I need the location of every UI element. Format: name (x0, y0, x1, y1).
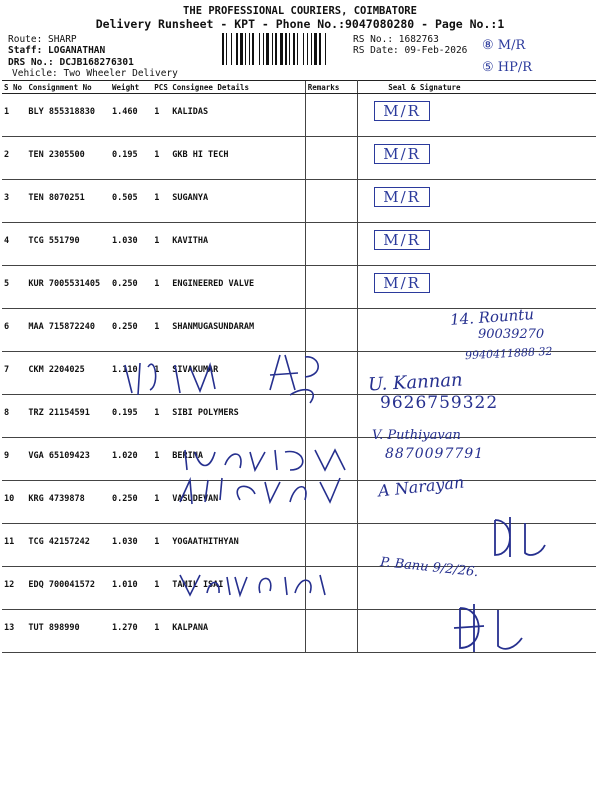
barcode-bar (285, 33, 287, 65)
row-weight: 0.250 (110, 309, 152, 352)
row-remarks (305, 610, 358, 653)
table-row (2, 266, 596, 309)
row-weight: 0.195 (110, 137, 152, 180)
barcode-bar (319, 33, 321, 65)
row-sno: 2 (2, 137, 26, 180)
barcode-bar (293, 33, 295, 65)
handwriting-row6-a: 14. Rountu (449, 305, 535, 329)
handwriting-row12-a: P. Banu 9/2/26. (379, 554, 480, 581)
row-sno: 13 (2, 610, 26, 653)
rs-date: RS Date: 09-Feb-2026 (353, 45, 468, 56)
barcode-bar (311, 33, 312, 65)
table-row (2, 223, 596, 266)
row-pcs: 1 (152, 137, 170, 180)
row-consignment: EDQ 700041572 (26, 567, 110, 610)
row-sno: 3 (2, 180, 26, 223)
row-sno: 8 (2, 395, 26, 438)
row-weight: 0.195 (110, 395, 152, 438)
mr-stamp: M/R (374, 144, 430, 164)
row-consignee: SIVAKUMAR (170, 352, 305, 395)
barcode-bar (236, 33, 238, 65)
vehicle-label: Vehicle: Two Wheeler Delivery (12, 68, 178, 79)
row-weight: 1.110 (110, 352, 152, 395)
row-pcs: 1 (152, 438, 170, 481)
row-remarks (305, 266, 358, 309)
table-row (2, 94, 596, 137)
mr-stamp: M/R (374, 273, 430, 293)
row-consignee: KALIDAS (170, 94, 305, 137)
barcode-bar (266, 33, 269, 65)
row-sno: 1 (2, 94, 26, 137)
row-seal (358, 223, 596, 266)
barcode-bar (259, 33, 260, 65)
barcode-bar (249, 33, 250, 65)
rs-number: RS No.: 1682763 (353, 34, 439, 45)
handwriting-row9-a: V. Puthiyavan (372, 428, 461, 443)
row-remarks (305, 180, 358, 223)
row-remarks (305, 524, 358, 567)
signature-row10 (170, 472, 360, 512)
col-remarks: Remarks (305, 81, 358, 94)
staff-label: Staff: LOGANATHAN (8, 45, 106, 56)
row-weight: 1.020 (110, 438, 152, 481)
row-consignee: TAMIL ISAI (170, 567, 305, 610)
row-weight: 1.030 (110, 223, 152, 266)
row-sno: 6 (2, 309, 26, 352)
row-seal (358, 94, 596, 137)
col-details: Consignee Details (170, 81, 305, 94)
mr-stamp: M/R (374, 101, 430, 121)
table-header (2, 81, 596, 94)
row-consignee: GKB HI TECH (170, 137, 305, 180)
handwriting-row10-a: A Narayan (377, 472, 466, 501)
margin-note-2: ⑤ HP/R (482, 60, 533, 75)
row-consignment: CKM 2204025 (26, 352, 110, 395)
barcode-bar (307, 33, 308, 65)
handwriting-row6-b: 90039270 (478, 327, 545, 342)
barcode-bar (272, 33, 273, 65)
row-remarks (305, 223, 358, 266)
handwriting-row8-a: U. Kannan (367, 369, 464, 396)
barcode-bar (275, 33, 277, 65)
row-sno: 10 (2, 481, 26, 524)
row-consignment: TRZ 21154591 (26, 395, 110, 438)
row-weight: 1.460 (110, 94, 152, 137)
mr-stamp: M/R (374, 230, 430, 250)
row-sno: 9 (2, 438, 26, 481)
row-consignment: TCG 551790 (26, 223, 110, 266)
row-consignment: TUT 898990 (26, 610, 110, 653)
row-pcs: 1 (152, 223, 170, 266)
row-weight: 1.010 (110, 567, 152, 610)
row-weight: 1.030 (110, 524, 152, 567)
row-pcs: 1 (152, 567, 170, 610)
row-consignee: SIBI POLYMERS (170, 395, 305, 438)
row-pcs: 1 (152, 481, 170, 524)
signature-row13 (450, 600, 530, 655)
mr-stamp: M/R (374, 187, 430, 207)
col-consignment: Consignment No (26, 81, 110, 94)
row-weight: 1.270 (110, 610, 152, 653)
barcode-bar (314, 33, 317, 65)
row-consignee: KALPANA (170, 610, 305, 653)
row-consignment: VGA 65109423 (26, 438, 110, 481)
barcode (222, 33, 348, 65)
row-pcs: 1 (152, 309, 170, 352)
row-consignee: VASUDEVAN (170, 481, 305, 524)
row-pcs: 1 (152, 395, 170, 438)
row-consignment: TEN 8070251 (26, 180, 110, 223)
barcode-bar (280, 33, 283, 65)
barcode-bar (226, 33, 227, 65)
company-title: THE PROFESSIONAL COURIERS, COIMBATORE (183, 5, 417, 17)
row-consignee: SHANMUGASUNDARAM (170, 309, 305, 352)
row-pcs: 1 (152, 94, 170, 137)
row-sno: 5 (2, 266, 26, 309)
row-pcs: 1 (152, 266, 170, 309)
row-weight: 0.250 (110, 481, 152, 524)
row-consignment: TCG 42157242 (26, 524, 110, 567)
row-sno: 4 (2, 223, 26, 266)
col-pcs: PCS (152, 81, 170, 94)
row-sno: 11 (2, 524, 26, 567)
col-seal: Seal & Signature (358, 81, 596, 94)
barcode-bar (297, 33, 298, 65)
barcode-bar (303, 33, 304, 65)
row-seal (358, 266, 596, 309)
barcode-bar (325, 33, 326, 65)
row-seal (358, 137, 596, 180)
table-row (2, 137, 596, 180)
row-consignment: BLY 855318830 (26, 94, 110, 137)
drs-label: DRS No.: DCJB168276301 (8, 57, 134, 68)
barcode-bar (289, 33, 290, 65)
barcode-bar (263, 33, 264, 65)
signature-row12 (175, 565, 335, 600)
barcode-bar (245, 33, 246, 65)
barcode-bar (240, 33, 243, 65)
col-sno: S No (2, 81, 26, 94)
row-pcs: 1 (152, 352, 170, 395)
row-weight: 0.505 (110, 180, 152, 223)
barcode-bar (252, 33, 254, 65)
handwriting-row7-a: 9940411888 32 (464, 344, 553, 363)
row-consignee: SUGANYA (170, 180, 305, 223)
row-consignee: YOGAATHITHYAN (170, 524, 305, 567)
row-consignment: TEN 2305500 (26, 137, 110, 180)
row-consignment: KUR 7005531405 (26, 266, 110, 309)
row-consignment: MAA 715872240 (26, 309, 110, 352)
table-row (2, 180, 596, 223)
row-consignee: BERINA (170, 438, 305, 481)
barcode-bar (231, 33, 232, 65)
row-pcs: 1 (152, 524, 170, 567)
row-weight: 0.250 (110, 266, 152, 309)
barcode-bar (222, 33, 224, 65)
col-weight: Weight (110, 81, 152, 94)
row-consignee: ENGINEERED VALVE (170, 266, 305, 309)
margin-note-1: ⑧ M/R (482, 38, 526, 53)
runsheet-title: Delivery Runsheet - KPT - Phone No.:9047080280 - Page No.:1 (95, 17, 505, 31)
route-label: Route: SHARP (8, 34, 77, 45)
row-remarks (305, 94, 358, 137)
handwriting-row9-b: 8870097791 (385, 446, 485, 462)
row-pcs: 1 (152, 610, 170, 653)
signature-row11 (485, 515, 555, 560)
row-seal (358, 180, 596, 223)
row-remarks (305, 137, 358, 180)
row-consignee: KAVITHA (170, 223, 305, 266)
row-sno: 12 (2, 567, 26, 610)
row-sno: 7 (2, 352, 26, 395)
row-pcs: 1 (152, 180, 170, 223)
row-consignment: KRG 4739878 (26, 481, 110, 524)
handwriting-row8-b: 9626759322 (380, 393, 499, 413)
signature-row7 (120, 345, 330, 405)
